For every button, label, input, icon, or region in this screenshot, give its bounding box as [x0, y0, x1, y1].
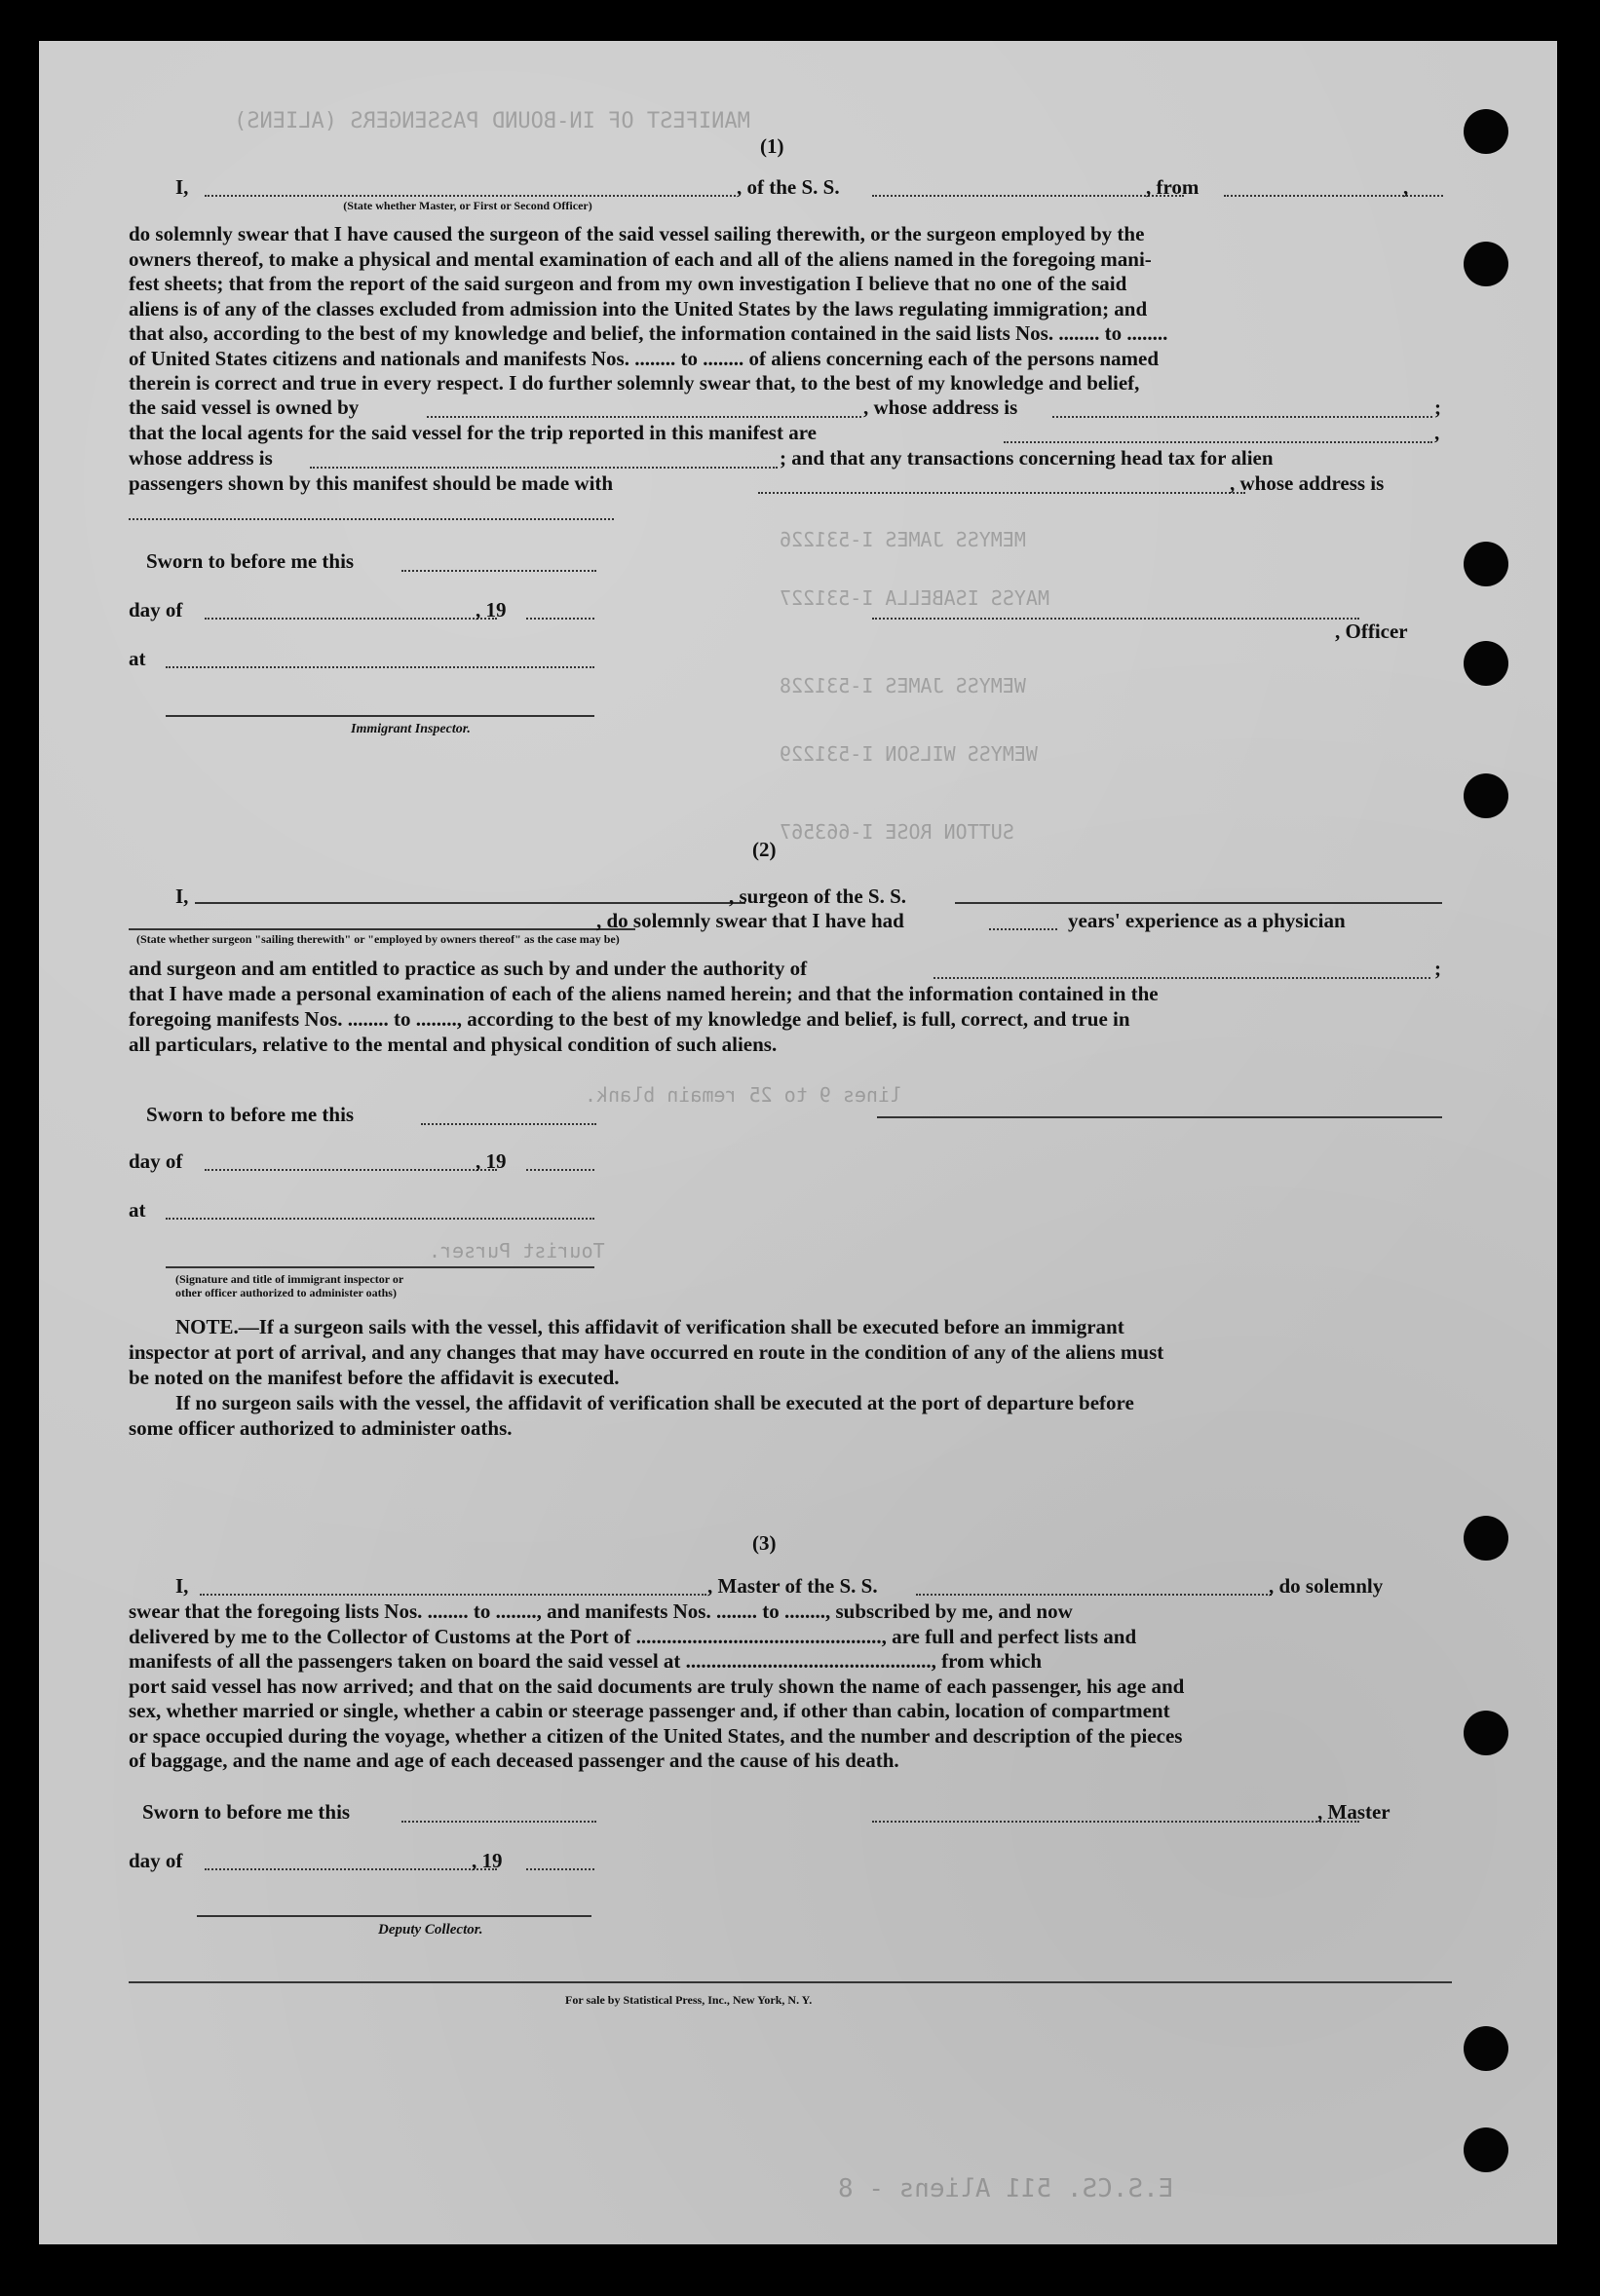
para-line: that also, according to the best of my knowledge and belief, the information contained in the said lists Nos. ........ to ........: [129, 321, 1168, 345]
section3-solemnly: , do solemnly: [1269, 1574, 1384, 1598]
day-of-blank-2: [205, 1169, 497, 1171]
payee-address-label: , whose address is: [1230, 471, 1385, 495]
surgeon-of-ss: , surgeon of the S. S.: [729, 885, 907, 908]
local-agents-label: that the local agents for the said vessel for the trip reported in this manifest are: [129, 421, 817, 444]
owner-blank: [427, 416, 861, 418]
bleed-through-row: MAYSS ISABELLA I-531227: [780, 586, 1049, 610]
binder-hole: [1464, 2127, 1508, 2172]
sworn-label-2: Sworn to before me this: [146, 1103, 355, 1126]
years-experience: years' experience as a physician: [1068, 909, 1346, 932]
surgeon-status-line: [129, 928, 635, 930]
surgeon-signature-line: [877, 1116, 1442, 1118]
inspector-signature-line: [166, 715, 594, 717]
surgeon-caption: (State whether surgeon "sailing therewith" or "employed by owners thereof" as the case may be): [136, 932, 620, 946]
year-label-3: , 19: [472, 1849, 503, 1872]
head-tax-label: ; and that any transactions concerning head tax for alien: [780, 446, 1274, 470]
sig-caption-2: other officer authorized to administer oaths): [175, 1286, 397, 1299]
para-line: or space occupied during the voyage, whether a citizen of the United States, and the number and description of the pieces: [129, 1723, 1183, 1748]
para-line: therein is correct and true in every respect. I do further solemnly swear that, to the best of my knowledge and belief,: [129, 371, 1140, 395]
para-line: aliens is of any of the classes excluded from admission into the United States by the laws regulating immigration; and: [129, 296, 1148, 320]
para-line: port said vessel has now arrived; and that on the said documents are truly shown the name of each passenger, his age and: [129, 1674, 1185, 1698]
master-label: , Master: [1317, 1800, 1390, 1824]
manifest-page: [39, 41, 1557, 2244]
binder-hole: [1464, 542, 1508, 586]
para-line: sex, whether married or single, whether a cabin or steerage passenger and, if other than cabin, location of compartment: [129, 1699, 1170, 1722]
bleed-through-footer: E.S.CS. 511 Aliens - 8: [838, 2174, 1174, 2203]
binder-hole: [1464, 109, 1508, 154]
footer-rule: [129, 1981, 1452, 1983]
caption-master: (State whether Master, or First or Second Officer): [343, 199, 592, 212]
owner-semicolon: ;: [1434, 395, 1441, 419]
section1-of-ss: , of the S. S.: [737, 175, 840, 199]
years-blank: [989, 928, 1057, 930]
sworn-blank-1: [401, 570, 596, 572]
owned-by-label: the said vessel is owned by: [129, 395, 360, 419]
section1-i: I,: [175, 175, 189, 199]
bleed-through-row: WEMYSS WILSON I-531229: [780, 742, 1038, 766]
sworn-blank-2: [421, 1123, 596, 1125]
binder-hole: [1464, 773, 1508, 818]
day-of-blank-3: [205, 1868, 497, 1870]
binder-hole: [1464, 242, 1508, 286]
bleed-through-row: SUTTON ROSE I-663567: [780, 820, 1014, 844]
agent-address-label: whose address is: [129, 446, 273, 470]
local-agents-comma: ,: [1434, 421, 1440, 444]
year-blank-1: [526, 618, 594, 620]
para-line: delivered by me to the Collector of Customs at the Port of ................................................, are full and perfect lists and: [129, 1624, 1137, 1648]
para-line: swear that the foregoing lists Nos. ........ to ........, and manifests Nos. ........ to ........, subscribed by me, and now: [129, 1600, 1073, 1623]
year-label-1: , 19: [476, 598, 507, 621]
para-line: do solemnly swear that I have caused the surgeon of the said vessel sailing therewith, or the surgeon employed by the: [129, 222, 1145, 245]
bleed-through-row: Tourist Purser.: [429, 1239, 605, 1262]
note-line-4: If no surgeon sails with the vessel, the affidavit of verification shall be executed at the port of departure before: [175, 1391, 1134, 1414]
deputy-signature-line: [197, 1915, 591, 1917]
agent-address-blank: [310, 467, 778, 469]
owner-address-label: , whose address is: [863, 395, 1018, 419]
practice-line: and surgeon and am entitled to practice as such by and under the authority of: [129, 957, 808, 980]
section1-paragraph: [129, 222, 1446, 396]
master-name-blank: [205, 195, 736, 197]
at-blank-1: [166, 666, 594, 668]
section1-comma: ,: [1403, 175, 1409, 199]
para-line: owners thereof, to make a physical and mental examination of each and all of the aliens named in the foregoing mani-: [129, 246, 1152, 271]
deputy-caption: Deputy Collector.: [378, 1922, 483, 1938]
section2-heading: (2): [752, 838, 777, 861]
authority-blank: [933, 977, 1430, 979]
para-line: of United States citizens and nationals and manifests Nos. ........ to ........ of aliens concerning each of the persons named: [129, 346, 1160, 370]
note-line-3: be noted on the manifest before the affidavit is executed.: [129, 1366, 620, 1389]
all-particulars-line: all particulars, relative to the mental and physical condition of such aliens.: [129, 1033, 778, 1056]
at-label-2: at: [129, 1198, 146, 1222]
local-agents-blank: [1004, 441, 1432, 443]
section1-heading: (1): [760, 134, 784, 158]
sworn-label-3: Sworn to before me this: [142, 1800, 351, 1824]
section3-heading: (3): [752, 1531, 777, 1555]
inspector-signature-line-2: [166, 1266, 594, 1268]
at-blank-2: [166, 1218, 594, 1220]
master-signature-line: [872, 1821, 1359, 1823]
day-of-blank-1: [205, 618, 497, 620]
at-label-1: at: [129, 647, 146, 670]
bleed-through-row: lines 9 to 25 remain blank.: [585, 1083, 902, 1107]
para-line: of baggage, and the name and age of each deceased passenger and the cause of his death.: [129, 1749, 899, 1772]
section2-i: I,: [175, 885, 189, 908]
head-tax-payee-blank: [758, 492, 1245, 494]
practice-end: ;: [1434, 957, 1441, 980]
bleed-through-row: MEMYSS JAMES I-531226: [780, 528, 1026, 551]
officer-label: , Officer: [1335, 620, 1408, 643]
sworn-label-1: Sworn to before me this: [146, 549, 355, 573]
para-line: manifests of all the passengers taken on board the said vessel at ................................................, from which: [129, 1649, 1043, 1673]
para-line: fest sheets; that from the report of the said surgeon and from my own investigation I believe that no one of the said: [129, 272, 1127, 295]
binder-hole: [1464, 1711, 1508, 1755]
year-blank-3: [526, 1868, 594, 1870]
section3-master-blank: [200, 1594, 706, 1596]
sworn-blank-3: [401, 1821, 596, 1823]
day-of-label-2: day of: [129, 1149, 183, 1173]
section3-vessel-blank: [916, 1594, 1272, 1596]
from-port-blank: [1224, 195, 1443, 197]
bleed-through-row: WEMYSS JAMES I-531228: [780, 674, 1026, 697]
binder-hole: [1464, 1516, 1508, 1561]
note-line-5: some officer authorized to administer oaths.: [129, 1416, 513, 1440]
surgeon-name-line: [195, 902, 745, 904]
year-label-2: , 19: [476, 1149, 507, 1173]
note-line-2: inspector at port of arrival, and any changes that may have occurred en route in the condition of any of the aliens must: [129, 1340, 1164, 1364]
sig-caption-1: (Signature and title of immigrant inspector or: [175, 1272, 404, 1286]
personal-exam-line: that I have made a personal examination of each of the aliens named herein; and that the information contained in the: [129, 982, 1159, 1005]
owner-address-blank: [1052, 416, 1432, 418]
section3-i: I,: [175, 1574, 189, 1598]
binder-hole: [1464, 2026, 1508, 2071]
day-of-label-3: day of: [129, 1849, 183, 1872]
note-line-1: NOTE.—If a surgeon sails with the vessel, this affidavit of verification shall be executed before an immigrant: [175, 1315, 1124, 1338]
surgeon-swear: , do solemnly swear that I have had: [596, 909, 904, 932]
passengers-label: passengers shown by this manifest should be made with: [129, 471, 614, 495]
binder-hole: [1464, 641, 1508, 686]
section3-master-of: , Master of the S. S.: [707, 1574, 878, 1598]
foregoing-line: foregoing manifests Nos. ........ to ........, according to the best of my knowledge and belief, is full, correct, and true in: [129, 1007, 1130, 1031]
section3-paragraph: [129, 1600, 1446, 1774]
bleed-through-header: MANIFEST OF IN-BOUND PASSENGERS (ALIENS): [234, 109, 750, 133]
inspector-caption: Immigrant Inspector.: [351, 722, 471, 736]
section1-from: , from: [1146, 175, 1200, 199]
vessel-name-blank: [872, 195, 1184, 197]
payee-address-line: [129, 518, 614, 520]
surgeon-vessel-line: [955, 902, 1442, 904]
imprint: For sale by Statistical Press, Inc., New York, N. Y.: [565, 1993, 813, 2007]
day-of-label-1: day of: [129, 598, 183, 621]
year-blank-2: [526, 1169, 594, 1171]
officer-signature-line: [872, 618, 1359, 620]
